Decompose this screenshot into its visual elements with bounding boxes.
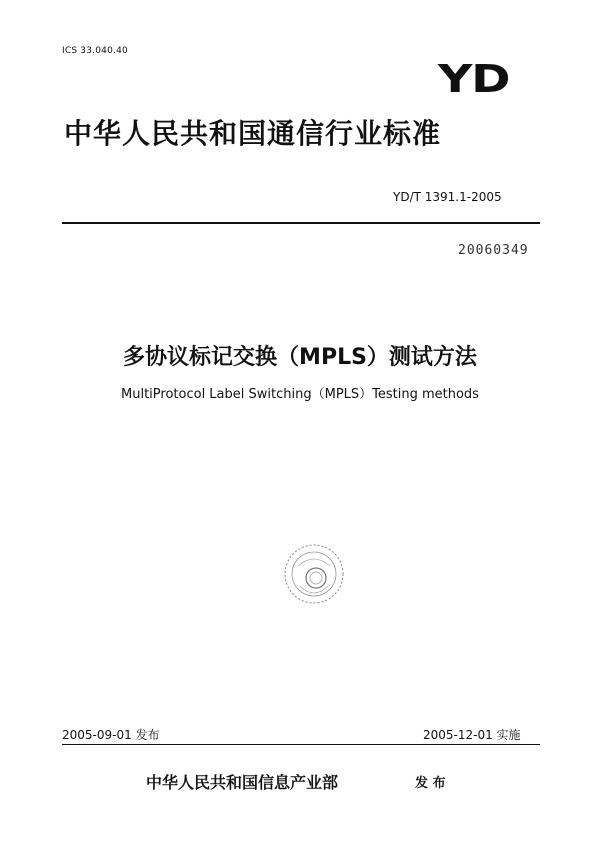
implement-date: 2005-12-01 实施 (423, 728, 521, 742)
serial-number: 20060349 (458, 243, 529, 258)
ics-code: ICS 33.040.40 (62, 46, 128, 56)
publish-date: 2005-09-01 发布 (62, 728, 160, 742)
publisher-suffix: 发 布 (415, 776, 446, 791)
yd-logo: YD (438, 57, 510, 101)
standard-title: 中华人民共和国通信行业标准 (64, 117, 442, 150)
document-title-en: MultiProtocol Label Switching（MPLS）Testing methods (121, 387, 479, 402)
footer-divider (62, 744, 540, 745)
standard-code: YD/T 1391.1-2005 (393, 190, 502, 204)
document-title-zh: 多协议标记交换（MPLS）测试方法 (123, 345, 477, 370)
publisher-name: 中华人民共和国信息产业部 (146, 773, 339, 792)
stamp-graphic (282, 542, 346, 606)
library-stamp-icon (282, 542, 346, 606)
header-divider (62, 222, 540, 224)
